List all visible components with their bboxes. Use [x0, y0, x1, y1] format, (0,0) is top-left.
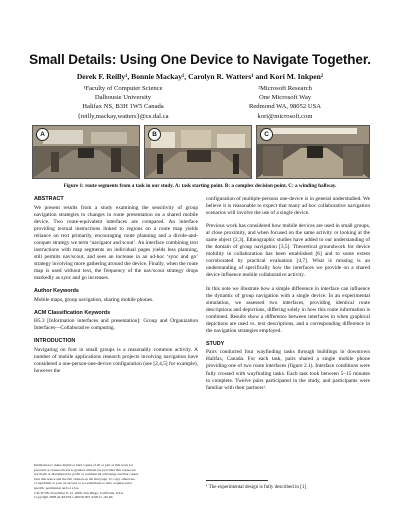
photo-label-a: A	[36, 128, 49, 141]
photo-a	[32, 125, 140, 179]
paragraph: configuration of multiple-persons one-device is in general understudied. We believe it is reasonable to expect that many ad hoc collaborative navigation scenarios will involve the use of a single device.	[206, 196, 370, 217]
copyright-line: CSCW’08, November 8–12, 2008, San Diego, California, USA.	[34, 490, 124, 495]
copyright-notice	[34, 463, 198, 500]
introduction-text: Navigating on foot in small groups is a reasonably common activity. A number of mobile applications research projects involving navigation have considered a one-person-one-device configuration (see [2,4,5] for example), however the	[34, 346, 198, 374]
affiliation-line: ¹Faculty of Computer Science	[83, 85, 163, 92]
keywords-text: Mobile maps, group navigation, sharing mobile phones.	[34, 296, 154, 303]
abstract-heading: ABSTRACT	[34, 196, 64, 202]
copyright-line: not made or distributed for profit or commercial advantage and that copies	[34, 472, 139, 477]
acm-text: H5.3 [Information interfaces and presentation]: Group and Organization Interfaces—Collaborative computing.	[34, 318, 198, 332]
introduction-heading: INTRODUCTION	[34, 338, 76, 345]
left-column	[34, 196, 198, 381]
figure-photo-strip	[32, 125, 368, 177]
abstract-text: We present results from a study examining the sensitivity of group navigation strategies to changes in route presentation on a shared mobile device. Two route-equivalent interfaces are compared. An interface providing textual instructions linked to regions on a route map yields reliance on text primarily, encouraging route planning and a divide-and-conquer strategy we term ‘navigator and scout’. An interface combining text instructions with map segments on individual pages yields less planning, still permits nav/scout, and sees an increase in an ad-hoc ‘sync and go’ strategy involving more gathering around the device. Finally, when the route map is used without text, the frequency of the nav/scout strategy drops markedly as sync and go increases.	[34, 204, 198, 282]
copyright-line: Permission to make digital or hard copies of all or part of this work for	[34, 463, 134, 467]
paper-title: Small Details: Using One Device to Navigate Together.	[29, 52, 371, 67]
affiliation-line: Redmond WA, 98052 USA	[248, 103, 322, 111]
study-text: Pairs conducted four wayfinding tasks through buildings in downtown Halifax, Canada. For each task, pairs shared a single mobile phone providing one of two route interfaces (figure 2.1). Interface conditions were fully crossed with wayfinding tasks. Each task took between 5–15 minutes to complete. Twelve pairs participated in the study, and participants were familiar with their partners¹.	[206, 349, 370, 391]
photo-label-c: C	[260, 128, 273, 141]
copyright-line: specific permission and/or a fee.	[34, 485, 80, 490]
affiliation-line: One Microsoft Way	[258, 94, 312, 102]
affiliation-line: Dalhousie University	[94, 94, 152, 102]
copyright-line: personal or classroom use is granted without fee provided that copies are	[34, 467, 136, 472]
affiliation-line: ²Microsoft Research	[258, 85, 312, 92]
affiliation-right	[220, 84, 350, 121]
acm-heading: ACM Classification Keywords	[34, 309, 111, 316]
figure-caption: Figure 1: route segments from a task in our study. A: task starting point. B: a complex decision point. C: a winding hallway.	[63, 183, 337, 189]
right-column	[206, 196, 370, 398]
paragraph: Previous work has considered how mobile devices are used in small groups, at close proximity, and when focused on the same activity or looking at the same object [2,3]. Ethnographic studies have added to our understanding of the domain of group navigation [3,5]. Theoretical groundwork for device mobility in collaboration has been established [6] and to some extent corroborated by practical evaluation [4,7]. What is missing is an understanding of specifically how the interfaces we provide on a shared device influence mobile collaborative activity.	[206, 223, 370, 279]
affiliation-email: kori@microsoft.com	[257, 112, 313, 120]
affiliation-left	[48, 84, 198, 121]
copyright-line: or republish, to post on servers or to redistribute to lists, requires prior	[34, 481, 133, 486]
photo-b	[144, 125, 252, 179]
author-list: Derek F. Reilly¹, Bonnie Mackay¹, Carolyn R. Watters¹ and Kori M. Inkpen²	[76, 72, 324, 81]
copyright-line: bear this notice and the full citation on the first page. To copy otherwise,	[34, 476, 136, 481]
photo-c	[256, 125, 370, 179]
copyright-line: Copyright 2008 ACM 978-1-60558-007-4/08/11...$5.00.	[34, 495, 114, 500]
keywords-heading: Author Keywords	[34, 288, 79, 295]
affiliation-email: {reilly,mackay,watters}@cs.dal.ca	[77, 112, 169, 120]
paragraph: In this note we illustrate how a simple difference in interface can influence the dynamic of group navigation with a single device. In an experimental simulation, we assessed two interfaces, providing identical route descriptions and depictions, differing solely in how this route information is combined. Results show a difference between interfaces in when graphical depictions are used vs. text descriptions, and a corresponding difference in the navigation strategies employed.	[206, 285, 370, 334]
footnote-rule	[206, 480, 268, 481]
study-heading: STUDY	[206, 340, 225, 347]
photo-label-b: B	[148, 128, 161, 141]
affiliation-line: Halifax NS, B3H 1W5 Canada	[82, 103, 164, 111]
footnote: ¹ The experimental design is fully described in [1]	[206, 485, 306, 490]
